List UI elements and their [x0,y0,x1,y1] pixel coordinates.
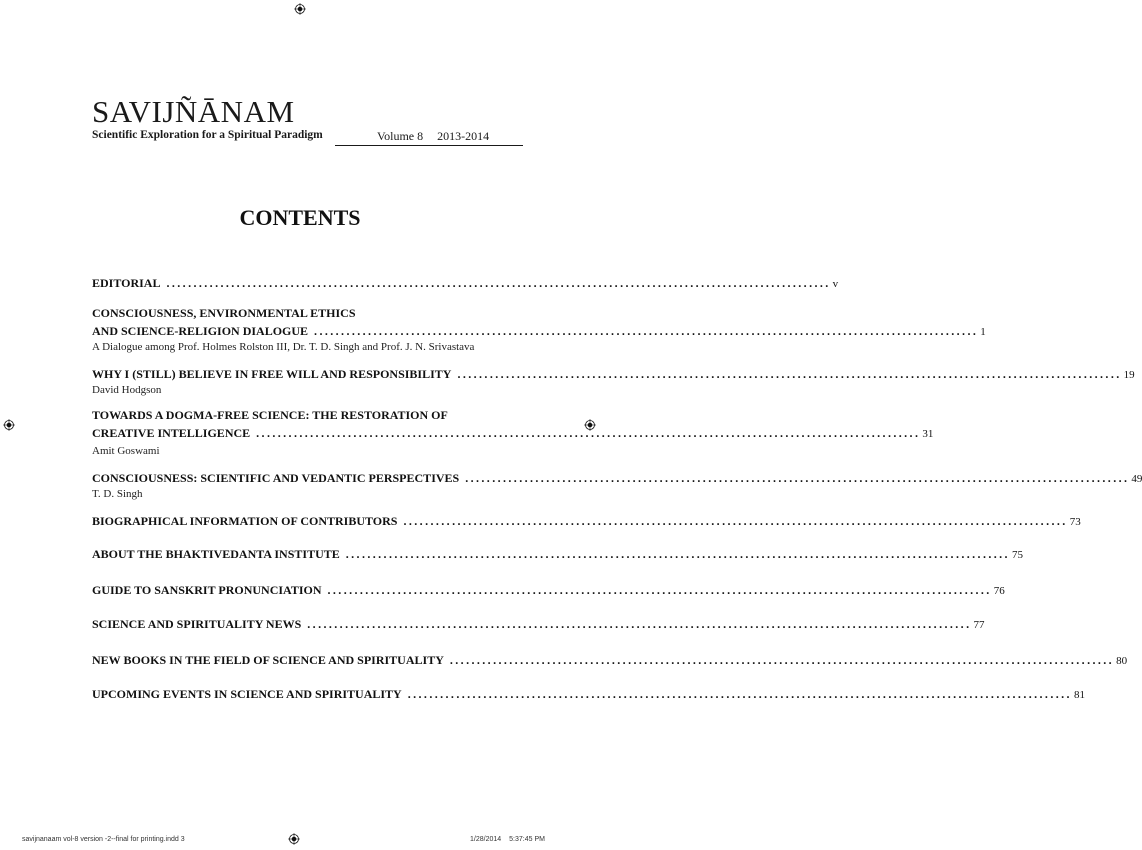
print-date: 1/28/2014 [470,836,502,843]
toc-title: BIOGRAPHICAL INFORMATION OF CONTRIBUTORS [92,514,398,528]
volume-info [377,130,489,142]
toc-title: EDITORIAL [92,276,161,290]
toc-title: AND SCIENCE-RELIGION DIALOGUE [92,324,309,338]
journal-subtitle: Scientific Exploration for a Spiritual Paradigm [92,129,323,141]
dot-leader: ........................................................................................................................... [449,653,1115,667]
toc-entry-biographical[interactable] [92,512,1081,531]
toc-title: GUIDE TO SANSKRIT PRONUNCIATION [92,583,322,597]
journal-title: SAVIJÑĀNAM [92,94,295,129]
print-time: 5:37:45 PM [509,836,545,843]
toc-page-number: 19 [1123,369,1135,381]
toc-author: David Hodgson [92,384,162,396]
toc-author: A Dialogue among Prof. Holmes Rolston III, Dr. T. D. Singh and Prof. J. N. Srivastava [92,341,475,353]
toc-title: SCIENCE AND SPIRITUALITY NEWS [92,617,302,631]
toc-page-number: 80 [1116,655,1128,667]
dot-leader: ........................................................................................................................... [166,276,831,290]
toc-title: NEW BOOKS IN THE FIELD OF SCIENCE AND SPIRITUALITY [92,653,444,667]
toc-line [92,365,1135,384]
toc-title: CONSCIOUSNESS: SCIENTIFIC AND VEDANTIC PERSPECTIVES [92,471,460,485]
dot-leader: ........................................................................................................................... [256,426,921,440]
toc-line [92,469,1142,488]
toc-entry-new-books[interactable] [92,651,1128,670]
toc-entry-free-will[interactable] [92,365,1135,397]
toc-title: CONSCIOUSNESS, ENVIRONMENTAL ETHICS [92,306,356,320]
toc-page-number: v [832,278,839,290]
toc-title: CREATIVE INTELLIGENCE [92,426,251,440]
toc-entry-vedantic-perspectives[interactable] [92,469,1142,501]
toc-page-number: 73 [1069,516,1081,528]
print-slug-filename: savijnanaam vol-8 version -2--final for printing.indd 3 [22,836,185,843]
toc-page-number: 1 [980,326,986,338]
print-slug-timestamp [470,836,545,843]
toc-page-number: 76 [993,585,1005,597]
toc-entry-consciousness-environmental-ethics[interactable] [92,304,986,354]
toc-author: T. D. Singh [92,488,143,500]
toc-page-number: 49 [1131,473,1142,485]
toc-entry-upcoming-events[interactable] [92,685,1085,704]
registration-mark-icon [294,3,306,15]
toc-line [92,685,1085,704]
dot-leader: ........................................................................................................................... [403,514,1068,528]
dot-leader: ........................................................................................................................... [457,367,1122,381]
toc-line [92,424,934,443]
toc-line [92,545,1023,564]
contents-heading: CONTENTS [239,205,361,230]
toc-title: WHY I (STILL) BELIEVE IN FREE WILL AND RESPONSIBILITY [92,367,452,381]
toc-entry-editorial[interactable] [92,274,839,293]
toc-entry-about-institute[interactable] [92,545,1023,564]
toc-line [92,615,985,634]
toc-line [92,274,839,293]
toc-line [92,512,1081,531]
toc-page-number: 75 [1011,549,1023,561]
dot-leader: ........................................................................................................................... [407,687,1072,701]
toc-entry-sanskrit-guide[interactable] [92,581,1005,600]
dot-leader: ........................................................................................................................... [307,617,972,631]
toc-line [92,651,1128,670]
toc-entry-dogma-free-science[interactable] [92,406,934,458]
toc-page-number: 81 [1073,689,1085,701]
toc-title: UPCOMING EVENTS IN SCIENCE AND SPIRITUALITY [92,687,402,701]
toc-line [92,322,986,341]
dot-leader: ........................................................................................................................... [327,583,992,597]
volume-number: Volume 8 [377,129,424,143]
masthead-rule [335,145,523,146]
registration-mark-icon [3,419,15,431]
volume-years: 2013-2014 [437,129,490,143]
dot-leader: ........................................................................................................................... [345,547,1010,561]
dot-leader: ........................................................................................................................... [465,471,1130,485]
registration-mark-icon [288,833,300,845]
toc-title: TOWARDS A DOGMA-FREE SCIENCE: THE RESTORATION OF [92,408,448,422]
toc-line [92,581,1005,600]
toc-author: Amit Goswami [92,445,160,457]
toc-page-number: 31 [922,428,934,440]
dot-leader: ........................................................................................................................... [314,324,979,338]
toc-title: ABOUT THE BHAKTIVEDANTA INSTITUTE [92,547,340,561]
toc-entry-news[interactable] [92,615,985,634]
toc-page-number: 77 [973,619,985,631]
